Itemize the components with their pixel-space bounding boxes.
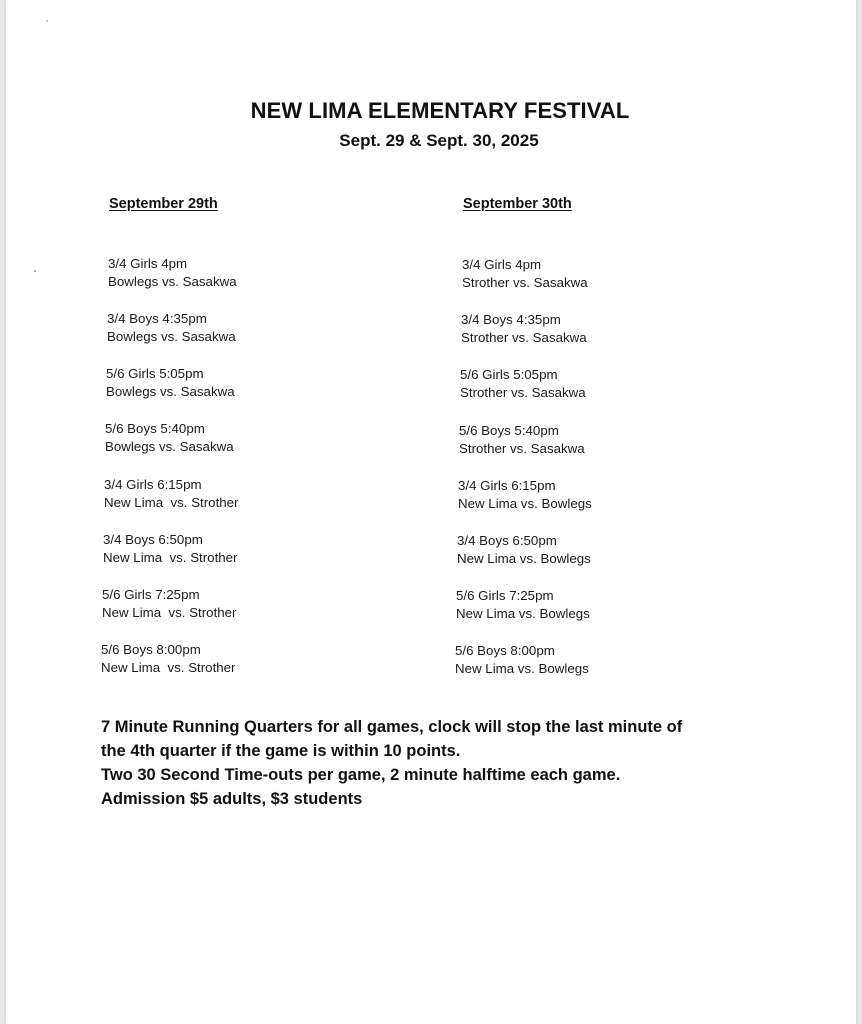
day1-heading: September 29th <box>109 196 218 212</box>
game-matchup: Strother vs. Sasakwa <box>461 330 587 345</box>
game-time: 3/4 Boys 4:35pm <box>461 312 561 327</box>
day2-game <box>462 256 588 292</box>
document-page <box>6 0 856 1024</box>
game-matchup: New Lima vs. Bowlegs <box>457 551 591 566</box>
game-time: 5/6 Girls 5:05pm <box>460 367 558 382</box>
day2-heading: September 30th <box>463 196 572 212</box>
game-matchup: Strother vs. Sasakwa <box>459 441 585 456</box>
game-matchup: Strother vs. Sasakwa <box>462 275 588 290</box>
game-time: 5/6 Boys 8:00pm <box>101 642 201 657</box>
scan-speck <box>46 20 48 22</box>
day1-game <box>105 420 234 456</box>
game-matchup: Bowlegs vs. Sasakwa <box>105 439 234 454</box>
game-time: 5/6 Girls 7:25pm <box>102 587 200 602</box>
day1-game <box>101 641 236 677</box>
game-matchup: New Lima vs. Strother <box>101 660 236 675</box>
day1-game <box>102 586 237 622</box>
game-matchup: New Lima vs. Bowlegs <box>458 496 592 511</box>
day2-game <box>456 587 590 623</box>
game-matchup: Strother vs. Sasakwa <box>460 385 586 400</box>
game-matchup: New Lima vs. Bowlegs <box>456 606 590 621</box>
game-time: 5/6 Boys 8:00pm <box>455 643 555 658</box>
day2-game <box>455 642 589 678</box>
scan-speck <box>34 270 36 272</box>
game-matchup: Bowlegs vs. Sasakwa <box>107 329 236 344</box>
game-matchup: New Lima vs. Strother <box>104 495 239 510</box>
day1-game <box>106 365 235 401</box>
game-time: 3/4 Girls 6:15pm <box>458 478 556 493</box>
day1-game <box>103 531 238 567</box>
game-time: 3/4 Girls 6:15pm <box>104 477 202 492</box>
note-line: the 4th quarter if the game is within 10 points. <box>101 742 461 760</box>
game-time: 5/6 Girls 7:25pm <box>456 588 554 603</box>
game-matchup: New Lima vs. Strother <box>103 550 238 565</box>
document-title: NEW LIMA ELEMENTARY FESTIVAL <box>250 98 630 123</box>
game-matchup: Bowlegs vs. Sasakwa <box>106 384 235 399</box>
game-time: 3/4 Girls 4pm <box>462 257 542 272</box>
day1-game <box>108 255 237 291</box>
rules-notes <box>101 715 801 811</box>
note-line: Two 30 Second Time-outs per game, 2 minute halftime each game. <box>101 766 621 784</box>
note-line: Admission $5 adults, $3 students <box>101 790 363 808</box>
document-subtitle: Sept. 29 & Sept. 30, 2025 <box>339 131 539 150</box>
game-matchup: Bowlegs vs. Sasakwa <box>108 274 237 289</box>
day2-game <box>460 366 586 402</box>
game-time: 3/4 Boys 6:50pm <box>103 532 203 547</box>
day2-game <box>457 532 591 568</box>
game-time: 3/4 Girls 4pm <box>108 256 188 271</box>
game-time: 5/6 Boys 5:40pm <box>105 421 205 436</box>
game-time: 3/4 Boys 6:50pm <box>457 533 557 548</box>
game-matchup: New Lima vs. Bowlegs <box>455 661 589 676</box>
game-time: 5/6 Girls 5:05pm <box>106 366 204 381</box>
day2-game <box>459 422 585 458</box>
note-line: 7 Minute Running Quarters for all games, clock will stop the last minute of <box>101 718 683 736</box>
game-matchup: New Lima vs. Strother <box>102 605 237 620</box>
day2-game <box>461 311 587 347</box>
day1-game <box>104 476 239 512</box>
day2-game <box>458 477 592 513</box>
game-time: 3/4 Boys 4:35pm <box>107 311 207 326</box>
day1-game <box>107 310 236 346</box>
game-time: 5/6 Boys 5:40pm <box>459 423 559 438</box>
